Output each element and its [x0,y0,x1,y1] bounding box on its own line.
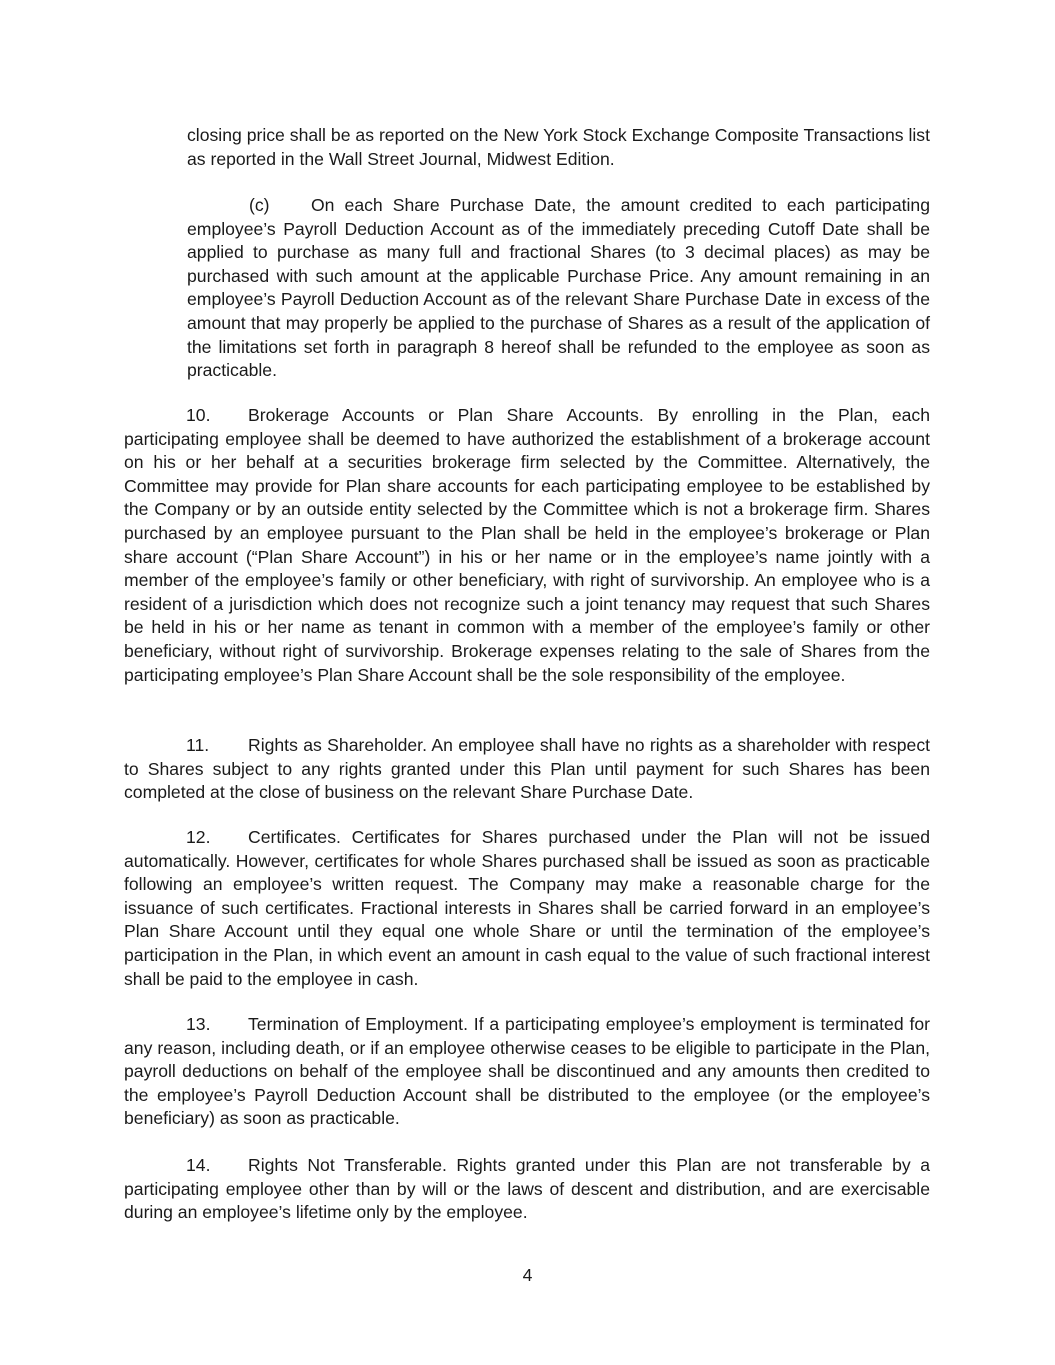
page-number: 4 [522,1265,533,1285]
paragraph-continuation [187,124,930,171]
section-text: Brokerage Accounts or Plan Share Accounts. By enrolling in the Plan, each participating employee shall be deemed to have authorized the establishment of a brokerage account on his or her behalf at a securities brokerage firm selected by the Committee. Alternatively, the Committee may provide for Plan share accounts for each participating employee to be established by the Company or by an outside entity selected by the Committee which is not a brokerage firm. Shares purchased by an employee pursuant to the Plan shall be held in the employee’s brokerage or Plan share account (“Plan Share Account”) in his or her name or in the employee’s name jointly with a member of the employee’s family or other beneficiary, with right of survivorship. An employee who is a resident of a jurisdiction which does not recognize such a joint tenancy may request that such Shares be held in his or her name as tenant in common with a member of the employee’s family or other beneficiary, without right of survivorship. Brokerage expenses relating to the sale of Shares from the participating employee’s Plan Share Account shall be the sole responsibility of the employee. [124,405,930,685]
section-11-rights-as-shareholder [124,734,930,805]
section-number: 12. [186,827,211,847]
section-14-rights-not-transferable [124,1154,930,1225]
section-text: Rights Not Transferable. Rights granted under this Plan are not transferable by a participating employee other than by will or the laws of descent and distribution, and are exercisable during an employee’s lifetime only by the employee. [124,1155,930,1223]
section-12-certificates [124,826,930,991]
paragraph-number: (c) [249,195,270,215]
section-text: Certificates. Certificates for Shares purchased under the Plan will not be issued automatically. However, certificates for whole Shares purchased shall be issued as soon as practicable following an employee’s written request. The Company may make a reasonable charge for the issuance of such certificates. Fractional interests in Shares shall be carried forward in an employee’s Plan Share Account until they equal one whole Share or until the termination of the employee’s participation in the Plan, in which event an amount in cash equal to the value of such fractional interest shall be paid to the employee in cash. [124,827,930,989]
section-10-brokerage-accounts [124,404,930,687]
section-number: 10. [186,405,211,425]
section-number: 13. [186,1014,211,1034]
paragraph-c [187,194,930,383]
section-text: Termination of Employment. If a participating employee’s employment is terminated for any reason, including death, or if an employee otherwise ceases to be eligible to participate in the Plan, payroll deductions on behalf of the employee shall be discontinued and any amounts then credited to the employee’s Payroll Deduction Account shall be distributed to the employee (or the employee’s beneficiary) as soon as practicable. [124,1014,930,1129]
section-13-termination-of-employment [124,1013,930,1131]
paragraph-text: closing price shall be as reported on the New York Stock Exchange Composite Transactions list as reported in the Wall Street Journal, Midwest Edition. [187,125,930,169]
section-number: 11. [186,735,210,755]
paragraph-text: On each Share Purchase Date, the amount credited to each participating employee’s Payroll Deduction Account as of the immediately preceding Cutoff Date shall be applied to purchase as many full and fractional Shares (to 3 decimal places) as may be purchased with such amount at the applicable Purchase Price. Any amount remaining in an employee’s Payroll Deduction Account as of the relevant Share Purchase Date in excess of the amount that may properly be applied to the purchase of Shares as a result of the application of the limitations set forth in paragraph 8 hereof shall be refunded to the employee as soon as practicable. [187,195,930,381]
section-number: 14. [186,1155,211,1175]
section-text: Rights as Shareholder. An employee shall have no rights as a shareholder with respect to Shares subject to any rights granted under this Plan until payment for such Shares has been completed at the close of business on the relevant Share Purchase Date. [124,735,930,803]
